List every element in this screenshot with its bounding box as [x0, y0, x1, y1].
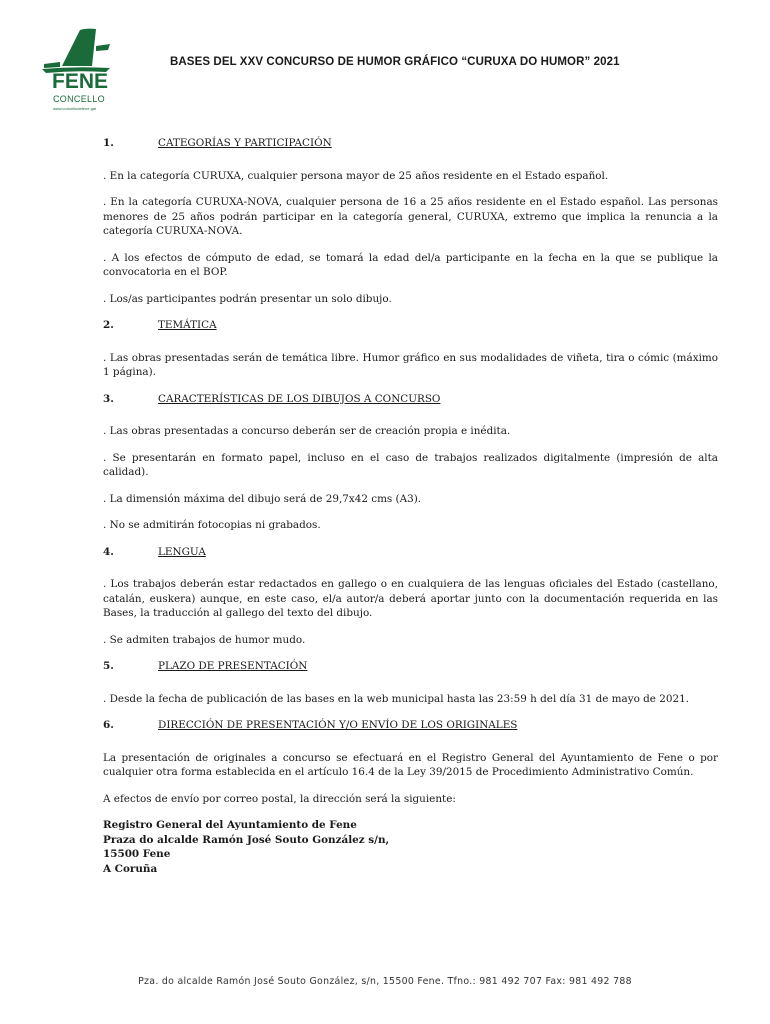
section-heading — [103, 718, 718, 733]
section-heading — [103, 545, 718, 560]
logo-subtext: CONCELLO — [53, 94, 105, 104]
section-heading — [103, 136, 718, 151]
section-heading — [103, 659, 718, 674]
section-title: LENGUA — [158, 545, 206, 558]
section-heading — [103, 318, 718, 333]
document-body — [103, 136, 718, 876]
section-caracteristicas — [103, 392, 718, 533]
paragraph: . Se presentarán en formato papel, incluso en el caso de trabajos realizados digitalmente (impresión de alta calidad). — [103, 451, 718, 478]
section-number: 1. — [103, 137, 114, 149]
address-line: 15500 Fene — [103, 848, 171, 860]
section-title: DIRECCIÓN DE PRESENTACIÓN Y/O ENVÍO DE LOS ORIGINALES — [158, 719, 518, 731]
fene-logo — [40, 26, 114, 118]
section-plazo — [103, 659, 718, 706]
address-line: Praza do alcalde Ramón José Souto González s/n, — [103, 833, 390, 846]
paragraph: La presentación de originales a concurso se efectuará en el Registro General del Ayuntamiento de Fene o por cualquier otra forma establecida en el artículo 16.4 de la Ley 39/2015 de Procedimiento Administrativo Común. — [103, 751, 718, 778]
paragraph: . Los/as participantes podrán presentar un solo dibujo. — [103, 292, 392, 305]
paragraph: . Las obras presentadas serán de temática libre. Humor gráfico en sus modalidades de viñeta, tira o cómic (máximo 1 página). — [103, 351, 718, 378]
paragraph: . En la categoría CURUXA-NOVA, cualquier persona de 16 a 25 años residente en el Estado español. Las personas menores de 25 años podrán participar en la categoría general, CURUXA, extremo que implica la renuncia a la categoría CURUXA-NOVA. — [103, 196, 718, 237]
section-number: 6. — [103, 719, 114, 731]
paragraph: . Los trabajos deberán estar redactados en gallego o en cualquiera de las lenguas oficiales del Estado (castellano, catalán, euskera) aunque, en este caso, el/a autor/a deberá aportar junto con la documentación requerida en las Bases, la traducción al gallego del texto del dibujo. — [103, 578, 718, 619]
paragraph: . No se admitirán fotocopias ni grabados. — [103, 519, 321, 531]
section-number: 2. — [103, 319, 114, 331]
section-direccion — [103, 718, 718, 806]
section-title: TEMÁTICA — [158, 319, 217, 331]
postal-address — [103, 818, 718, 876]
paragraph: . Se admiten trabajos de humor mudo. — [103, 633, 306, 646]
section-categorias — [103, 136, 718, 306]
sail-boat-icon — [40, 26, 114, 74]
address-line: Registro General del Ayuntamiento de Fene — [103, 819, 357, 831]
paragraph: A efectos de envío por correo postal, la dirección será la siguiente: — [103, 792, 456, 805]
section-tematica — [103, 318, 718, 380]
paragraph: . A los efectos de cómputo de edad, se tomará la edad del/a participante en la fecha en la que se publique la convocatoria en el BOP. — [103, 251, 718, 278]
paragraph: . Desde la fecha de publicación de las bases en la web municipal hasta las 23:59 h del día 31 de mayo de 2021. — [103, 692, 689, 705]
section-title: CARACTERÍSTICAS DE LOS DIBUJOS A CONCURSO — [158, 392, 441, 405]
page-footer: Pza. do alcalde Ramón José Souto González, s/n, 15500 Fene. Tfno.: 981 492 707 Fax: 981 492 788 — [138, 976, 632, 987]
paragraph: . Las obras presentadas a concurso deberán ser de creación propia e inédita. — [103, 425, 511, 437]
logo-tagline: www.concellodefene.gal — [53, 106, 96, 111]
address-line: A Coruña — [103, 862, 158, 875]
document-title: BASES DEL XXV CONCURSO DE HUMOR GRÁFICO “CURUXA DO HUMOR” 2021 — [170, 56, 620, 68]
section-heading — [103, 392, 718, 407]
paragraph: . En la categoría CURUXA, cualquier persona mayor de 25 años residente en el Estado español. — [103, 169, 609, 182]
logo-wordmark: FENE — [52, 70, 109, 93]
paragraph: . La dimensión máxima del dibujo será de 29,7x42 cms (A3). — [103, 492, 422, 505]
section-number: 5. — [103, 660, 114, 672]
section-number: 4. — [103, 545, 114, 558]
section-lengua — [103, 545, 718, 648]
section-title: PLAZO DE PRESENTACIÓN — [158, 660, 308, 672]
section-title: CATEGORÍAS Y PARTICIPACIÓN — [158, 137, 332, 149]
section-number: 3. — [103, 392, 114, 405]
